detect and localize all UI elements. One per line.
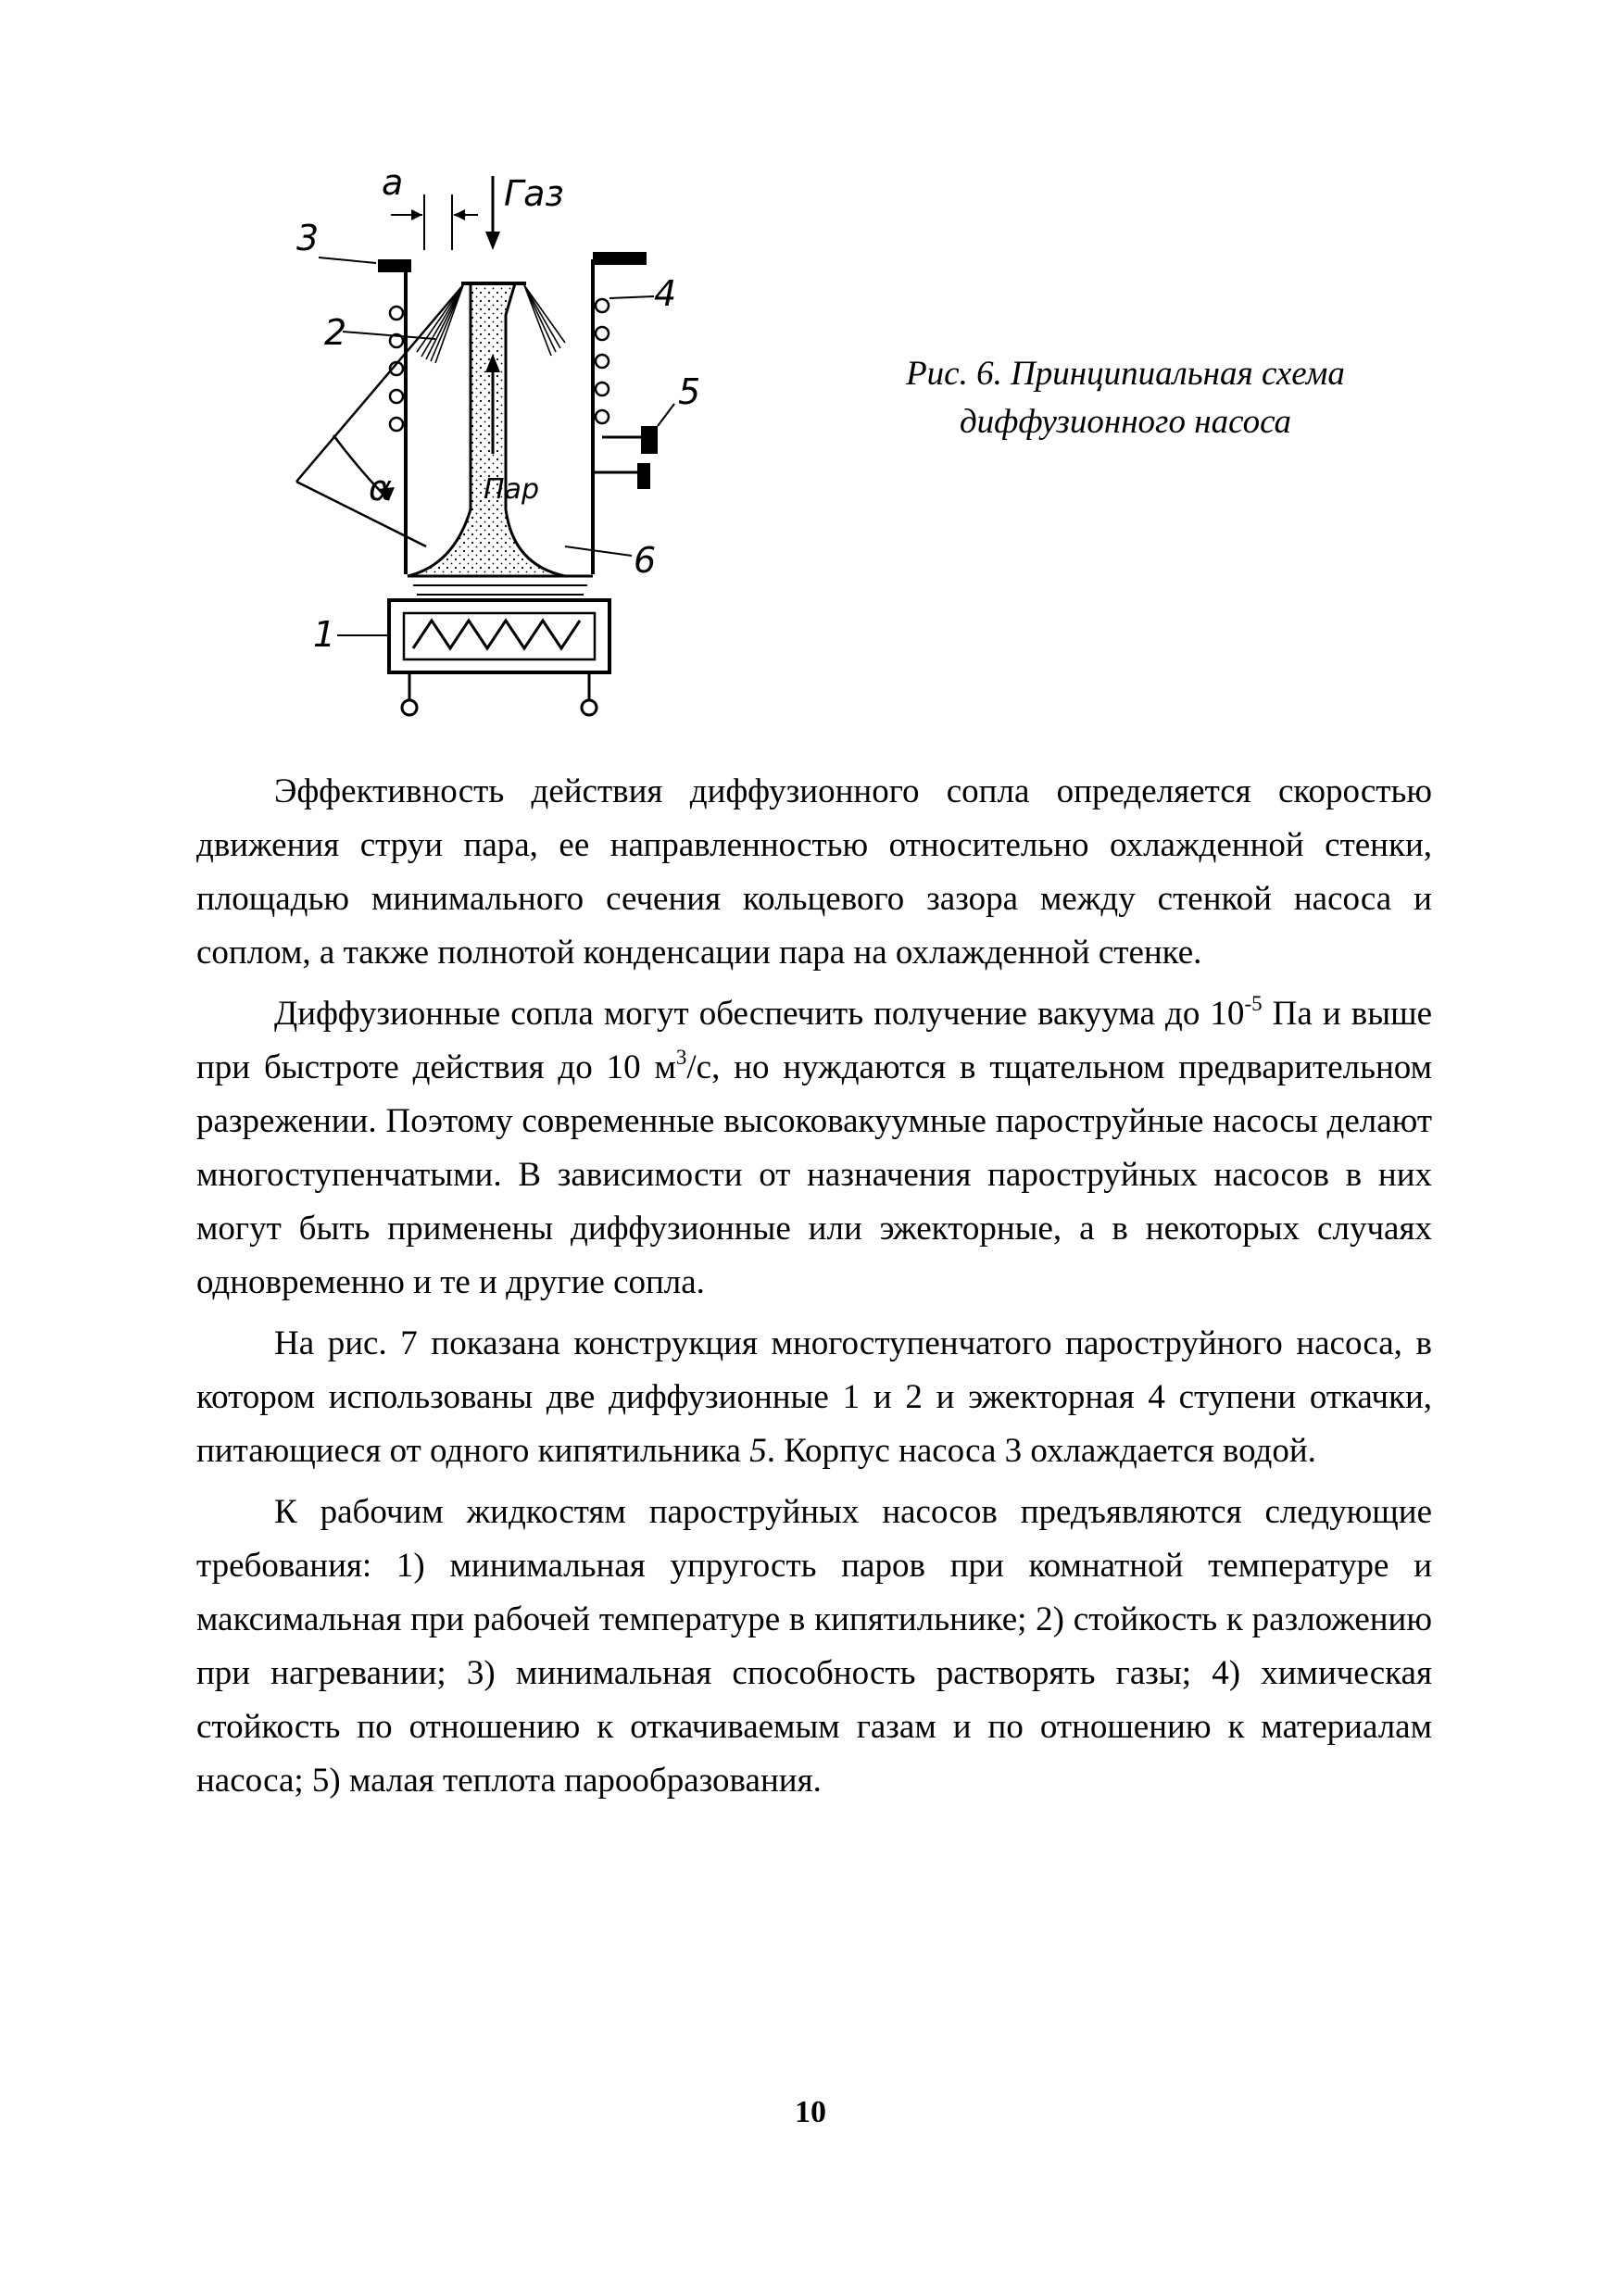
flange-left xyxy=(378,259,411,272)
paragraph-2-part-a: Диффузионные сопла могут обеспечить получение вакуума до 10 xyxy=(274,995,1245,1033)
label-a: a xyxy=(382,162,404,203)
nozzle-chimney xyxy=(408,283,565,576)
cooling-coil-right xyxy=(596,299,609,423)
diffusion-pump-figure xyxy=(287,157,723,722)
paragraph-3-part-c: . Корпус насоса 3 охлаждается водой. xyxy=(766,1432,1316,1470)
body-text xyxy=(196,765,1432,1815)
vapor-jet-left xyxy=(417,285,463,363)
label-gas: Газ xyxy=(504,173,564,214)
label-alpha: α xyxy=(369,468,393,508)
label-3: 3 xyxy=(296,218,320,258)
label-4: 4 xyxy=(654,273,677,314)
paragraph-3 xyxy=(196,1317,1432,1478)
paragraph-3-part-a: На рис. 7 показана конструкция многоступенчатого пароструйного насоса, в котором использованы две диффузионные 1 и 2 и эжекторная 4 ступени откачки, питающиеся от одного кипятильника xyxy=(196,1324,1432,1470)
label-vapor: Пар xyxy=(484,473,539,506)
fore-vacuum-port xyxy=(641,426,658,454)
label-5: 5 xyxy=(678,371,701,412)
label-2: 2 xyxy=(324,312,347,353)
paragraph-2 xyxy=(196,987,1432,1310)
paragraph-2-cube: 3 xyxy=(675,1046,687,1069)
heater-coil xyxy=(413,621,580,648)
figure-caption xyxy=(838,350,1413,446)
label-6: 6 xyxy=(634,540,657,581)
paragraph-2-part-c: /с, но нуждаются в тщательном предварительном разрежении. Поэтому современные высоковакуумные пароструйные насосы делают многоступенчатыми. В зависимости от назначения пароструйных насосов в них могут быть применены диффузионные или эжекторные, а в некоторых случаях одновременно и те и другие сопла. xyxy=(196,1048,1432,1301)
paragraph-2-part-b: Па и выше при быстроте действия до 10 м xyxy=(196,995,1432,1086)
caption-line-2: диффузионного насоса xyxy=(959,403,1292,441)
paragraph-4: К рабочим жидкостям пароструйных насосов предъявляются следующие требования: 1) минимальная упругость паров при комнатной температуре и максимальная при рабочей температуре в кипятильнике; 2) стойкость к разложению при нагревании; 3) минимальная способность растворять газы; 4) химическая стойкость по отношению к откачиваемым газам и по отношению к материалам насоса; 5) малая теплота парообразования. xyxy=(196,1493,1432,1800)
paragraph-1: Эффективность действия диффузионного сопла определяется скоростью движения струи пара, ее направленностью относительно охлажденной стенки, площадью минимального сечения кольцевого зазора между стенкой насоса и соплом, а также полнотой конденсации пара на охлажденной стенке. xyxy=(196,772,1432,972)
paragraph-3-italic-number: 5 xyxy=(749,1432,767,1470)
flange-right xyxy=(593,252,647,265)
caption-line-1: Рис. 6. Принципиальная схема xyxy=(906,355,1345,393)
page-number: 10 xyxy=(795,2095,826,2129)
label-1: 1 xyxy=(313,614,336,655)
vapor-jet-right xyxy=(524,285,565,356)
paragraph-2-exponent: -5 xyxy=(1244,992,1263,1015)
diffusion-pump-diagram xyxy=(287,157,723,722)
